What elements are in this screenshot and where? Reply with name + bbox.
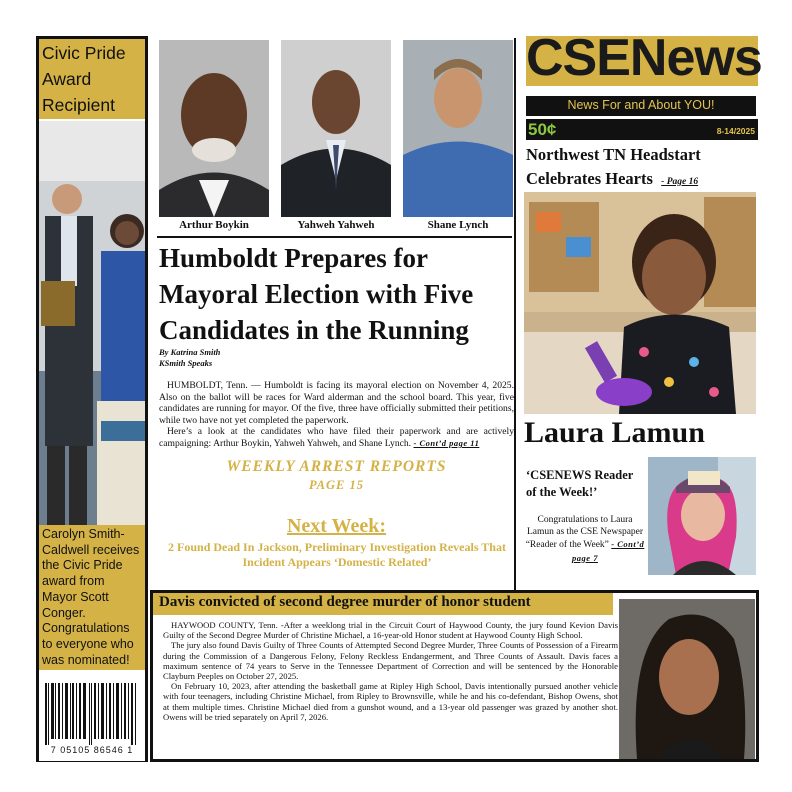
headstart-headline: Northwest TN Headstart Celebrates Hearts - Page 16 xyxy=(526,145,701,188)
davis-headline: Davis convicted of second degree murder of honor student xyxy=(159,594,531,610)
reader-of-week-body: Congratulations to Laura Lamun as the CSE Newspaper “Reader of the Week” - Cont’d page 7 xyxy=(525,515,645,563)
issue-date: 8-14/2025 xyxy=(716,126,755,136)
davis-paragraph-1: HAYWOOD COUNTY, Tenn. -After a weeklong trial in the Circuit Court of Haywood County, the jury found Kevion Davis Guilty of the Second Degree Murder of Christine Michael, a 16-year-old Honor student at Haywood County High School. xyxy=(163,620,618,641)
barcode-number: 7 05105 86546 1 xyxy=(50,745,134,755)
davis-story-box xyxy=(150,590,759,762)
headline-rule xyxy=(157,236,512,238)
column-divider xyxy=(514,38,516,590)
civic-pride-header-box xyxy=(39,39,145,119)
lead-paragraph-2: Here’s a look at the candidates who have filed their paperwork and are actively campaigning: Arthur Boykin, Yahweh Yahweh, and Shane Lynch. - Cont’d page 11 xyxy=(159,426,514,449)
candidate-name-shane-lynch: Shane Lynch xyxy=(427,219,489,231)
davis-paragraph-3: On February 10, 2023, after attending the basketball game at Ripley High School, Davis intentionally pursued another vehicle with four teenagers, including Christine Michael, from Ripley to Brownsville, while he and his co-defendant, Bishop Owens, shot at them multiple times. Christine Michael died from a gunshot wound, and a 13-year old passenger was grazed by another shot. Owens will be tried separately on April 7, 2026. xyxy=(163,681,618,722)
reader-name: Laura Lamun xyxy=(524,416,705,449)
arrest-reports-title: WEEKLY ARREST REPORTS xyxy=(226,458,447,475)
victim-photo xyxy=(619,599,755,759)
davis-headline-bar xyxy=(153,593,613,615)
arrest-reports-page: PAGE 15 xyxy=(308,478,365,492)
candidate-photo-arthur-boykin xyxy=(159,40,269,217)
candidate-photo-shane-lynch xyxy=(403,40,513,217)
issue-price: 50¢ xyxy=(528,120,557,139)
lead-story-body xyxy=(159,380,514,450)
headstart-page-link[interactable]: - Page 16 xyxy=(661,177,699,187)
lead-byline xyxy=(159,347,359,369)
civic-pride-title: Civic Pride Award Recipient xyxy=(42,43,126,115)
lead-continued-link[interactable]: - Cont’d page 11 xyxy=(413,437,480,448)
headstart-child-photo xyxy=(524,192,756,414)
reader-photo xyxy=(648,457,756,575)
civic-pride-caption-box xyxy=(39,525,145,670)
byline-outlet: KSmith Speaks xyxy=(159,358,213,368)
next-week-title: Next Week: xyxy=(286,515,387,537)
civic-pride-award-photo xyxy=(39,121,145,563)
candidate-photo-yahweh-yahweh xyxy=(281,40,391,217)
davis-paragraph-2: The jury also found Davis Guilty of Three Counts of Attempted Second Degree Murder, Three Counts of Possession of a Firearm during the Commission of a Dangerous Felony, Felony Reckless Endangerment, and Three Counts of Assault. Davis faces a maximum sentence of 74 years to Serve in the Tennessee Department of Correction and will be sentenced by the Honorable Clayburn Peeples on October 27, 2025. xyxy=(163,640,618,682)
candidate-name-yahweh-yahweh: Yahweh Yahweh xyxy=(297,219,375,231)
reader-of-week-headline: ‘CSENEWS Reader of the Week!’ xyxy=(526,468,634,499)
davis-story-body xyxy=(163,620,618,722)
masthead xyxy=(526,29,762,87)
candidate-name-arthur-boykin: Arthur Boykin xyxy=(179,219,249,231)
masthead-tagline: News For and About YOU! xyxy=(567,98,715,112)
tagline-bar xyxy=(526,96,756,116)
price-date-bar xyxy=(526,119,758,140)
next-week-teaser: 2 Found Dead In Jackson, Preliminary Investigation Reveals That Incident Appears ‘Domestic Related’ xyxy=(168,540,506,569)
byline-author: By Katrina Smith xyxy=(159,347,221,357)
barcode xyxy=(39,679,145,761)
reader-continued-link[interactable]: - Cont’d page 7 xyxy=(572,539,645,563)
lead-paragraph-1: HUMBOLDT, Tenn. — Humboldt is facing its mayoral election on November 4, 2025. Also on the ballot will be races for Ward alderman and the school board. This year, five candidates are running for mayor. Of the five, three have officially submitted their petitions, while two have not yet completed the paperwork. xyxy=(159,380,514,426)
civic-pride-sidebar xyxy=(36,36,148,762)
civic-pride-caption: Carolyn Smith-Caldwell receives the Civic Pride award from Mayor Scott Conger. Congratulations to everyone who was nominated! xyxy=(42,527,140,667)
masthead-title: CSENews xyxy=(526,29,762,87)
lead-headline: Humboldt Prepares for Mayoral Election with Five Candidates in the Running xyxy=(159,243,474,345)
